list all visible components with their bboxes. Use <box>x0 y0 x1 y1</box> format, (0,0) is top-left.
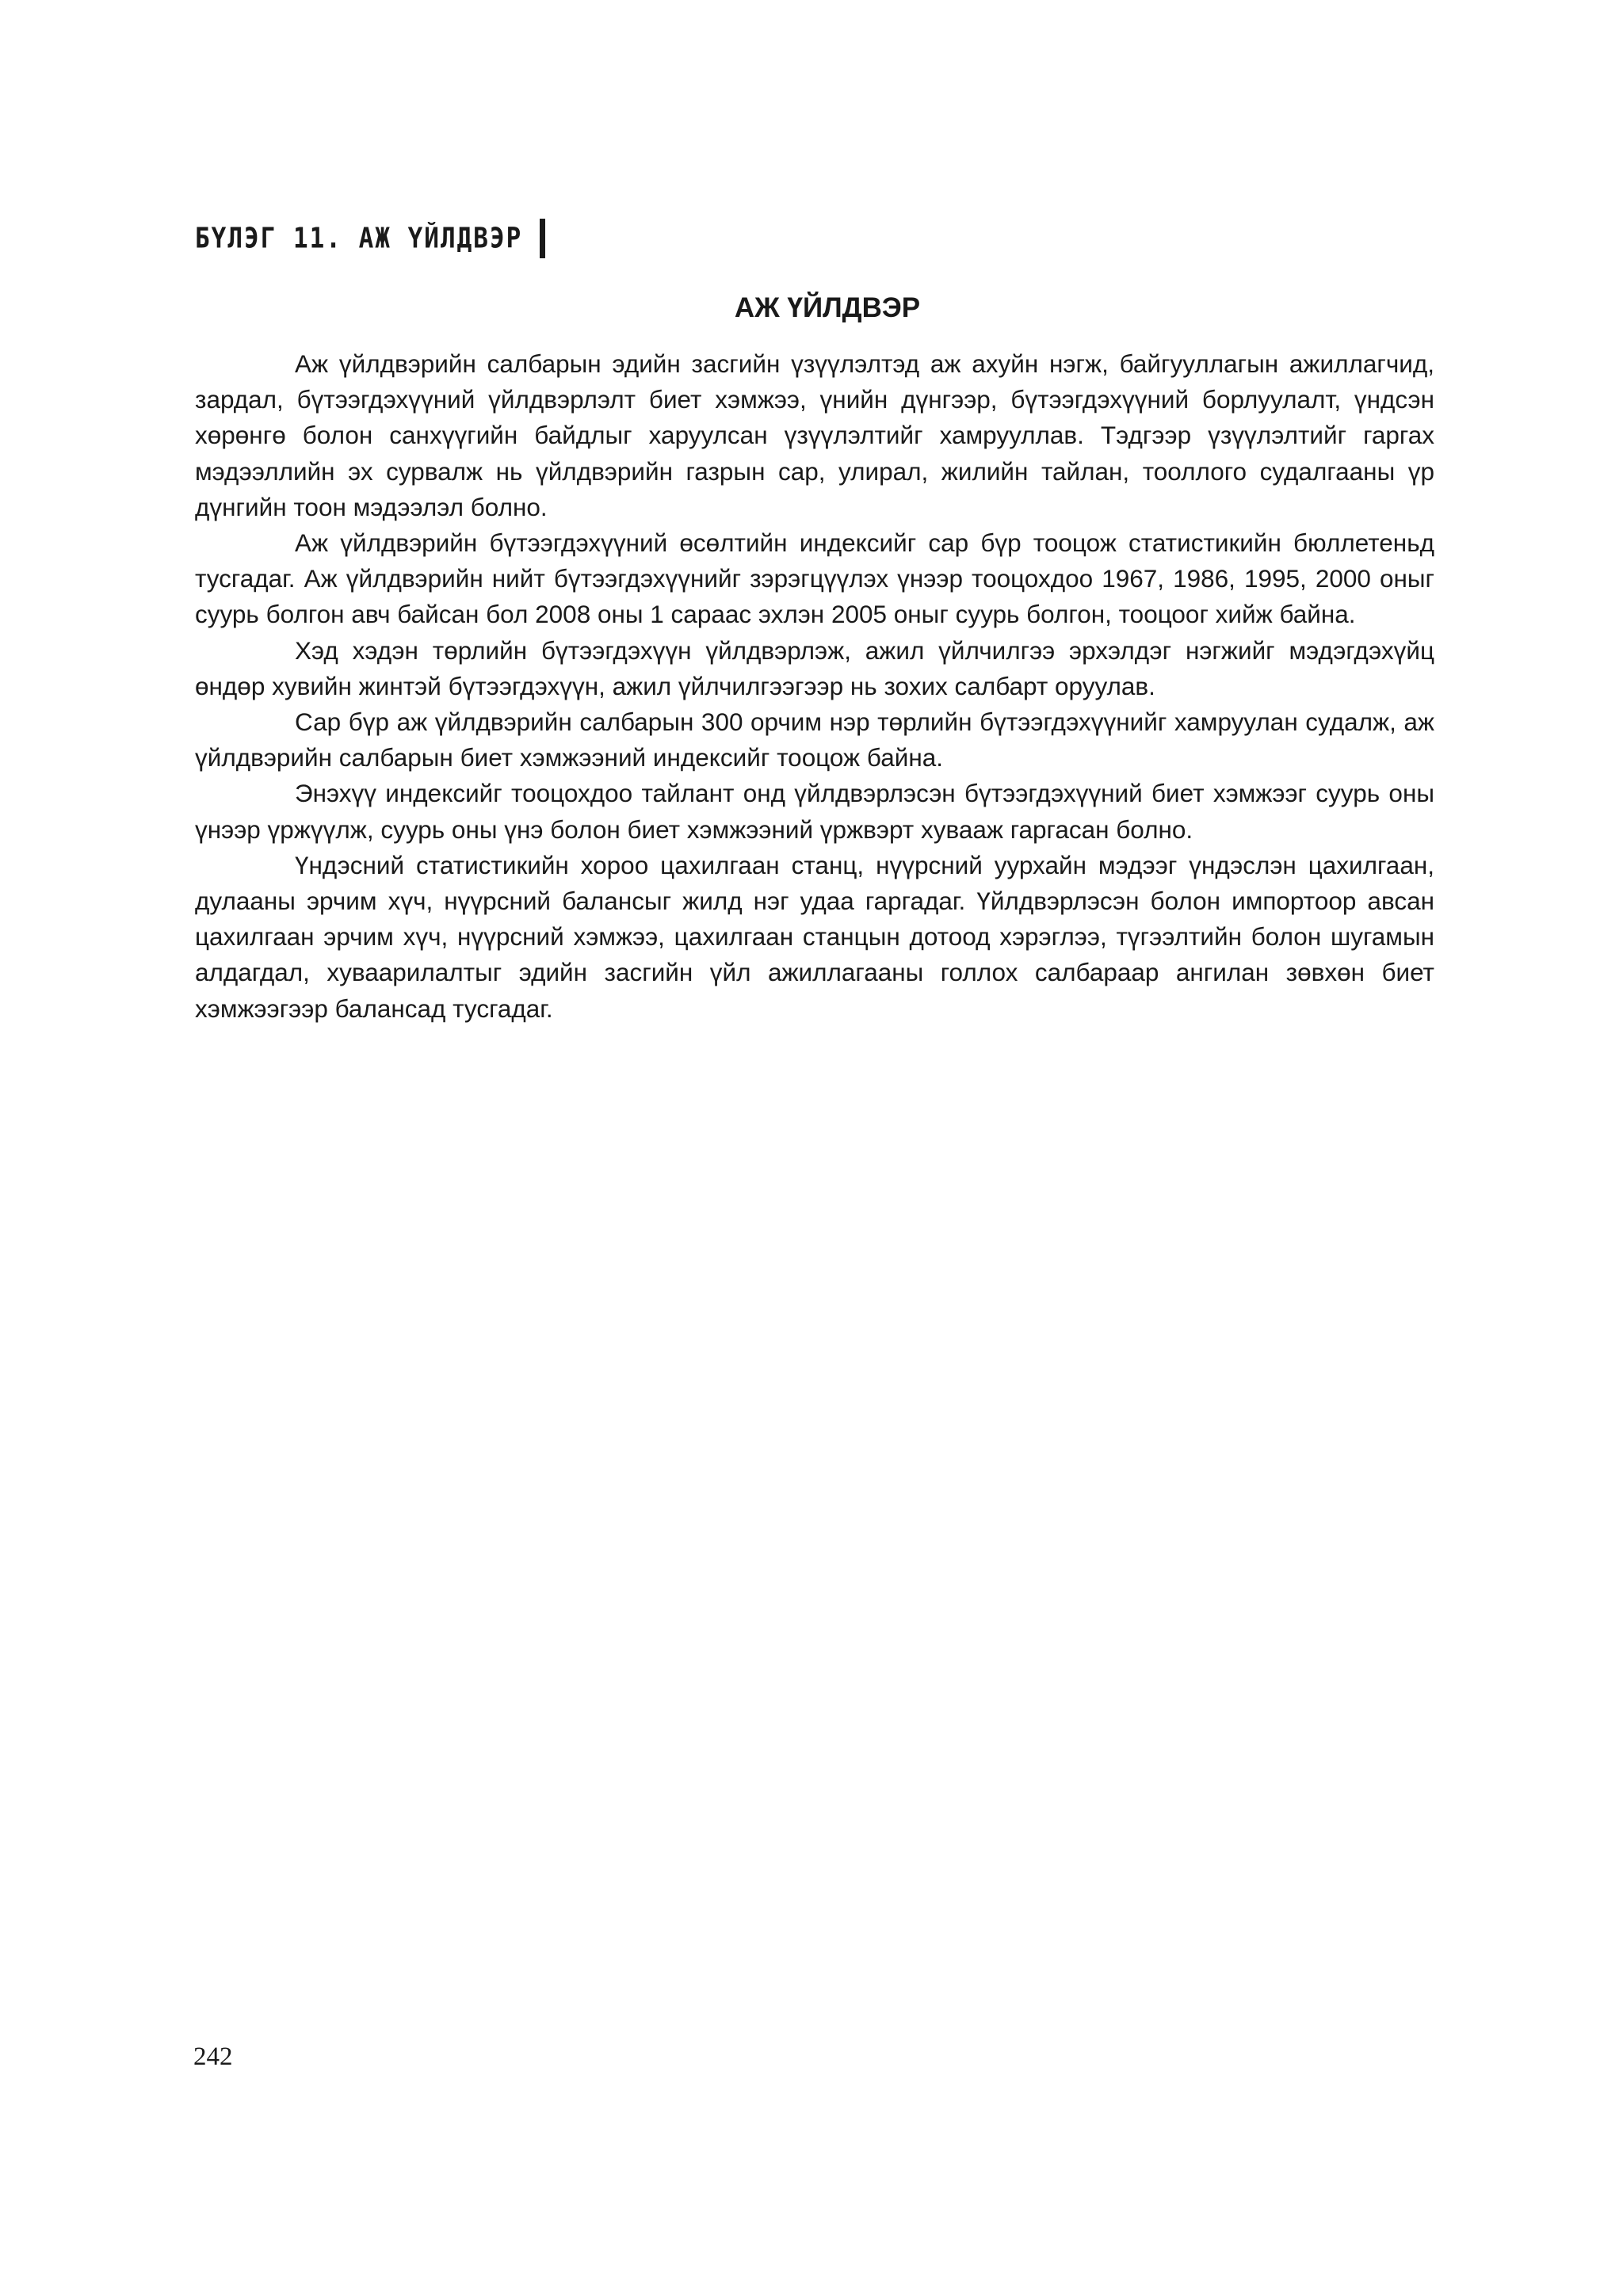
paragraph: Сар бүр аж үйлдвэрийн салбарын 300 орчим нэр төрлийн бүтээгдэхүүнийг хамруулан судалж, аж үйлдвэрийн салбарын биет хэмжээний индексийг тооцож байна. <box>195 707 1434 772</box>
section-title: АЖ ҮЙЛДВЭР <box>734 292 921 324</box>
paragraph: Аж үйлдвэрийн бүтээгдэхүүний өсөлтийн индексийг сар бүр тооцож статистикийн бюллетеньд тусгадаг. Аж үйлдвэрийн нийт бүтээгдэхүүнийг зэрэгцүүлэх үнээр тооцохдоо 1967, 1986, 1995, 2000 оныг суурь болгон авч байсан бол 2008 оны 1 сараас эхлэн 2005 оныг суурь болгон, тооцоог хийж байна. <box>195 528 1434 629</box>
header-divider-bar <box>540 219 545 258</box>
body-text <box>195 346 1434 1027</box>
paragraph: Энэхүү индексийг тооцохдоо тайлант онд үйлдвэрлэсэн бүтээгдэхүүний биет хэмжээг суурь оны үнээр үржүүлж, суурь оны үнэ болон биет хэмжээний үржвэрт хувааж гаргасан болно. <box>195 779 1434 844</box>
paragraph: Аж үйлдвэрийн салбарын эдийн засгийн үзүүлэлтэд аж ахуйн нэгж, байгууллагын ажиллагчид, зардал, бүтээгдэхүүний үйлдвэрлэлт биет хэмжээ, үнийн дүнгээр, бүтээгдэхүүний борлуулалт, үндсэн хөрөнгө болон санхүүгийн байдлыг харуулсан үзүүлэлтийг хамрууллав. Тэдгээр үзүүлэлтийг гаргах мэдээллийн эх сурвалж нь үйлдвэрийн газрын сар, улирал, жилийн тайлан, тооллого судалгааны үр дүнгийн тоон мэдээлэл болно. <box>195 349 1434 521</box>
paragraph: Хэд хэдэн төрлийн бүтээгдэхүүн үйлдвэрлэж, ажил үйлчилгээ эрхэлдэг нэгжийг мэдэгдэхүйц өндөр хувийн жинтэй бүтээгдэхүүн, ажил үйлчилгээгээр нь зохих салбарт оруулав. <box>195 635 1434 700</box>
paragraph: Үндэсний статистикийн хороо цахилгаан станц, нүүрсний уурхайн мэдээг үндэслэн цахилгаан, дулааны эрчим хүч, нүүрсний балансыг жилд нэг удаа гаргадаг. Үйлдвэрлэсэн болон импортоор авсан цахилгаан эрчим хүч, нүүрсний хэмжээ, цахилгаан станцын дотоод хэрэглээ, түгээлтийн болон шугамын алдагдал, хуваарилалтыг эдийн засгийн үйл ажиллагааны голлох салбараар ангилан зөвхөн биет хэмжээгээр балансад тусгадаг. <box>195 850 1434 1023</box>
chapter-label: БҮЛЭГ 11. АЖ ҮЙЛДВЭР <box>195 222 523 255</box>
page-number: 242 <box>193 2042 233 2071</box>
page-header <box>195 219 545 258</box>
